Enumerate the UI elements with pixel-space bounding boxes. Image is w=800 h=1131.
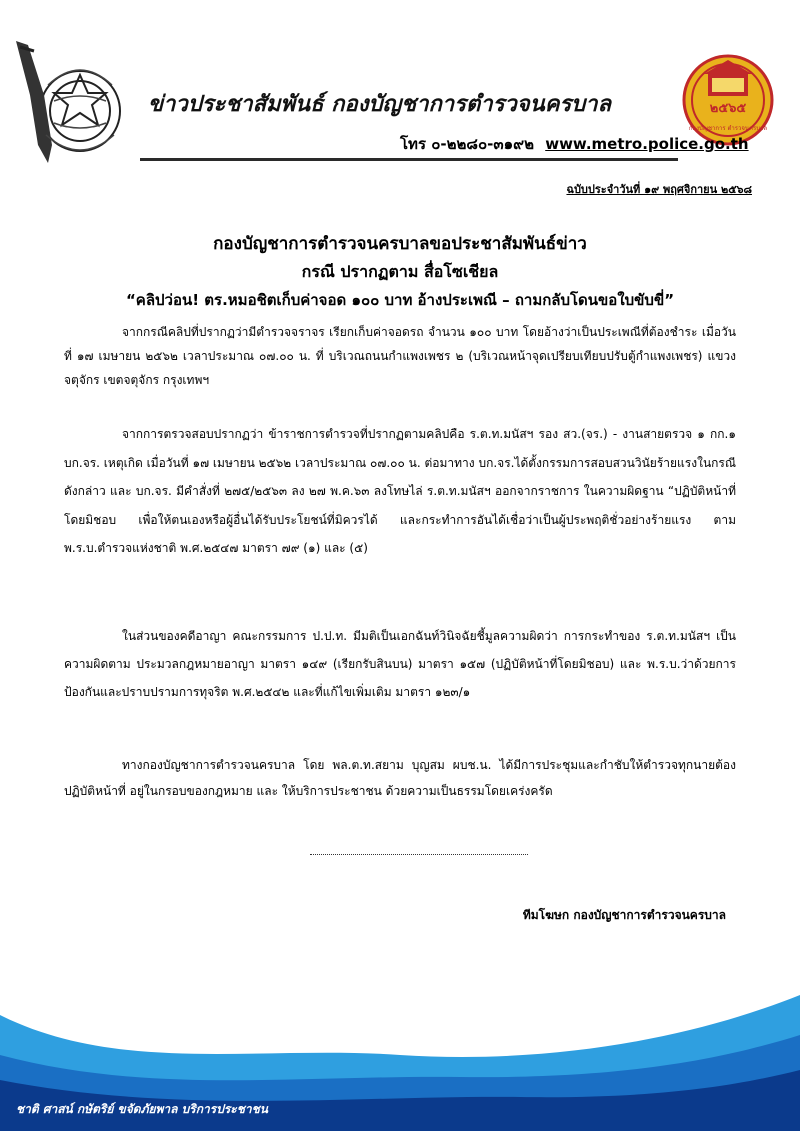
header-divider xyxy=(140,158,678,161)
body-paragraph-3 xyxy=(64,622,736,706)
body-paragraph-1-text: จากกรณีคลิปที่ปรากฏว่ามีตำรวจจราจร เรียกเก็บค่าจอดรถ จำนวน ๑๐๐ บาท โดยอ้างว่าเป็นประเพณีที่ต้องชำระ เมื่อวันที่ ๑๗ เมษายน ๒๕๖๒ เวลาประมาณ ๐๗.๐๐ น. ที่ บริเวณถนนกำแพงเพชร ๒ (บริเวณหน้าจุดเปรียบเทียบปรับตู้กำแพงเพชร) แขวงจตุจักร เขตจตุจักร กรุงเทพฯ xyxy=(64,325,736,387)
header-phone: โทร ๐-๒๒๘๐-๓๑๙๒ xyxy=(400,135,534,153)
press-release-header-title: ข่าวประชาสัมพันธ์ กองบัญชาการตำรวจนครบาล xyxy=(148,92,612,117)
seal-caption-text: กองบัญชาการ ตำรวจนครบาล xyxy=(688,125,768,132)
dotted-separator xyxy=(310,848,528,855)
body-paragraph-2-text: จากการตรวจสอบปรากฏว่า ข้าราชการตำรวจที่ปรากฏตามคลิปคือ ร.ต.ท.มนัสฯ รอง สว.(จร.) - งานสายตรวจ ๑ กก.๑ บก.จร. เหตุเกิด เมื่อวันที่ ๑๗ เมษายน ๒๕๖๒ เวลาประมาณ ๐๗.๐๐ น. ต่อมาทาง บก.จร.ได้ตั้งกรรมการสอบสวนวินัยร้ายแรงในกรณีดังกล่าว และ บก.จร. มีคำสั่งที่ ๒๗๕/๒๕๖๓ ลง ๒๗ พ.ค.๖๓ ลงโทษไล่ ร.ต.ท.มนัสฯ ออกจากราชการ ในความผิดฐาน “ปฏิบัติหน้าที่โดยมิชอบ เพื่อให้ตนเองหรือผู้อื่นได้รับประโยชน์ที่มิควรได้ และกระทำการอันได้เชื่อว่าเป็นผู้ประพฤติชั่วอย่างร้ายแรง ตาม พ.ร.บ.ตำรวจแห่งชาติ พ.ศ.๒๕๔๗ มาตรา ๗๙ (๑) และ (๕) xyxy=(64,427,736,555)
header-website-link[interactable]: www.metro.police.go.th xyxy=(545,135,749,153)
body-paragraph-4 xyxy=(64,752,736,804)
body-paragraph-1 xyxy=(64,320,736,392)
body-paragraph-4-text: ทางกองบัญชาการตำรวจนครบาล โดย พล.ต.ท.สยาม บุญสม ผบช.น. ได้มีการประชุมและกำชับให้ตำรวจทุกนายต้องปฏิบัติหน้าที่ อยู่ในกรอบของกฎหมาย และ ให้บริการประชาชน ด้วยความเป็นธรรมโดยเคร่งครัด xyxy=(64,758,736,798)
announcement-subheading: กรณี ปรากฏตาม สื่อโซเชียล xyxy=(301,262,499,281)
signature-line: ทีมโฆษก กองบัญชาการตำรวจนครบาล xyxy=(522,908,726,922)
header-contact xyxy=(400,132,749,156)
announcement-heading: กองบัญชาการตำรวจนครบาลขอประชาสัมพันธ์ข่าว xyxy=(213,234,587,254)
announcement-quote-headline: “คลิปว่อน! ตร.หมอชิตเก็บค่าจอด ๑๐๐ บาท อ้างประเพณี – ถามกลับโดนขอใบขับขี่” xyxy=(125,291,675,309)
body-paragraph-3-text: ในส่วนของคดีอาญา คณะกรรมการ ป.ป.ท. มีมติเป็นเอกฉันท์วินิจฉัยชี้มูลความผิดว่า การกระทำของ ร.ต.ท.มนัสฯ เป็นความผิดตาม ประมวลกฎหมายอาญา มาตรา ๑๔๙ (เรียกรับสินบน) มาตรา ๑๕๗ (ปฏิบัติหน้าที่โดยมิชอบ) และ พ.ร.บ.ว่าด้วยการป้องกันและปราบปรามการทุจริต พ.ศ.๒๕๔๒ และที่แก้ไขเพิ่มเติม มาตรา ๑๒๓/๑ xyxy=(64,629,736,699)
footer-motto: ชาติ ศาสน์ กษัตริย์ ขจัดภัยพาล บริการประชาชน xyxy=(16,1102,268,1116)
body-paragraph-2 xyxy=(64,420,736,563)
police-crest-logo xyxy=(8,35,136,175)
seal-year-text: ๒๕๖๕ xyxy=(709,101,747,116)
issue-date: ฉบับประจำวันที่ ๑๙ พฤศจิกายน ๒๕๖๘ xyxy=(566,183,752,196)
